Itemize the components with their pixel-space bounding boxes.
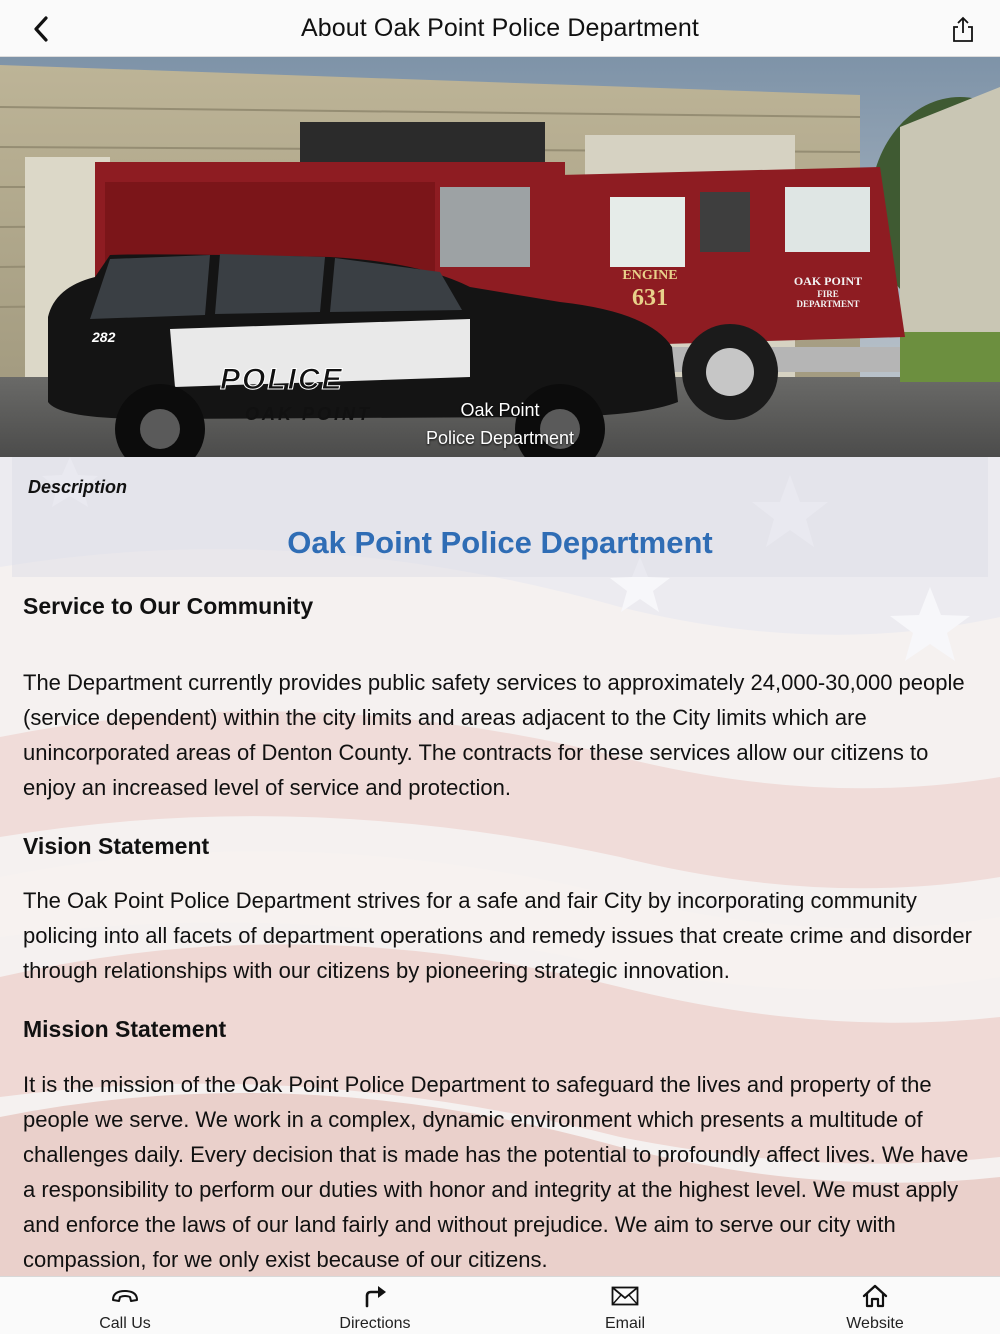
department-title: Oak Point Police Department (287, 525, 713, 560)
car-number-text: 282 (92, 329, 116, 345)
page-title: About Oak Point Police Department (301, 13, 699, 42)
engine-label-text: ENGINE (622, 268, 678, 283)
hero-photo (0, 57, 1000, 457)
chevron-left-icon (32, 15, 50, 43)
section-body-vision: The Oak Point Police Department strives for a safe and fair City by incorporating community policing into all facets of department operations and remedy issues that create crime and disorder through relationships with our citizens by pioneering strategic innovation. (23, 888, 972, 983)
fire-dept-line2: FIRE (817, 289, 839, 299)
website-button[interactable] (750, 1277, 1000, 1334)
section-heading-service: Service to Our Community (23, 593, 314, 619)
envelope-icon (611, 1286, 639, 1306)
website-label: Website (846, 1315, 904, 1332)
directions-arrow-icon (362, 1284, 388, 1308)
directions-label: Directions (339, 1315, 411, 1332)
navigation-bar (0, 0, 1000, 57)
fire-dept-line3: DEPARTMENT (796, 299, 860, 309)
car-door-text: POLICE (220, 363, 344, 396)
section-heading-mission: Mission Statement (23, 1016, 227, 1042)
call-us-button[interactable] (0, 1277, 250, 1334)
directions-button[interactable] (250, 1277, 500, 1334)
fire-dept-line1: OAK POINT (793, 274, 863, 288)
section-heading-vision: Vision Statement (23, 833, 210, 859)
share-button[interactable] (946, 12, 980, 46)
phone-icon (110, 1286, 140, 1306)
home-icon (862, 1284, 888, 1308)
engine-number-text: 631 (632, 285, 668, 311)
share-icon (951, 15, 975, 43)
hero-caption-line1: Oak Point (460, 400, 540, 420)
car-lower-text: OAK POINT (245, 404, 373, 424)
description-content (0, 457, 1000, 1277)
call-us-label: Call Us (99, 1315, 151, 1332)
email-label: Email (604, 1315, 645, 1332)
hero-caption-line2: Police Department (425, 428, 575, 448)
email-button[interactable] (500, 1277, 750, 1334)
description-label: Description (28, 477, 128, 497)
section-body-service: The Department currently provides public safety services to approximately 24,000-30,000 people (service dependent) within the city limits and areas adjacent to the City limits which are unincorporated areas of Denton County. The contracts for these services allow our citizens to enjoy an increased level of service and protection. (23, 670, 965, 800)
section-body-mission: It is the mission of the Oak Point Police Department to safeguard the lives and property of the people we serve. We work in a complex, dynamic environment which presents a multitude of challenges daily. Every decision that is made has the potential to profoundly affect lives. We have a responsibility to perform our duties with honor and integrity at the highest level. We must apply and enforce the laws of our land fairly and without prejudice. We aim to serve our city with compassion, for we only exist because of our citizens. (23, 1072, 969, 1272)
back-button[interactable] (24, 12, 58, 46)
bottom-action-bar (0, 1276, 1000, 1334)
